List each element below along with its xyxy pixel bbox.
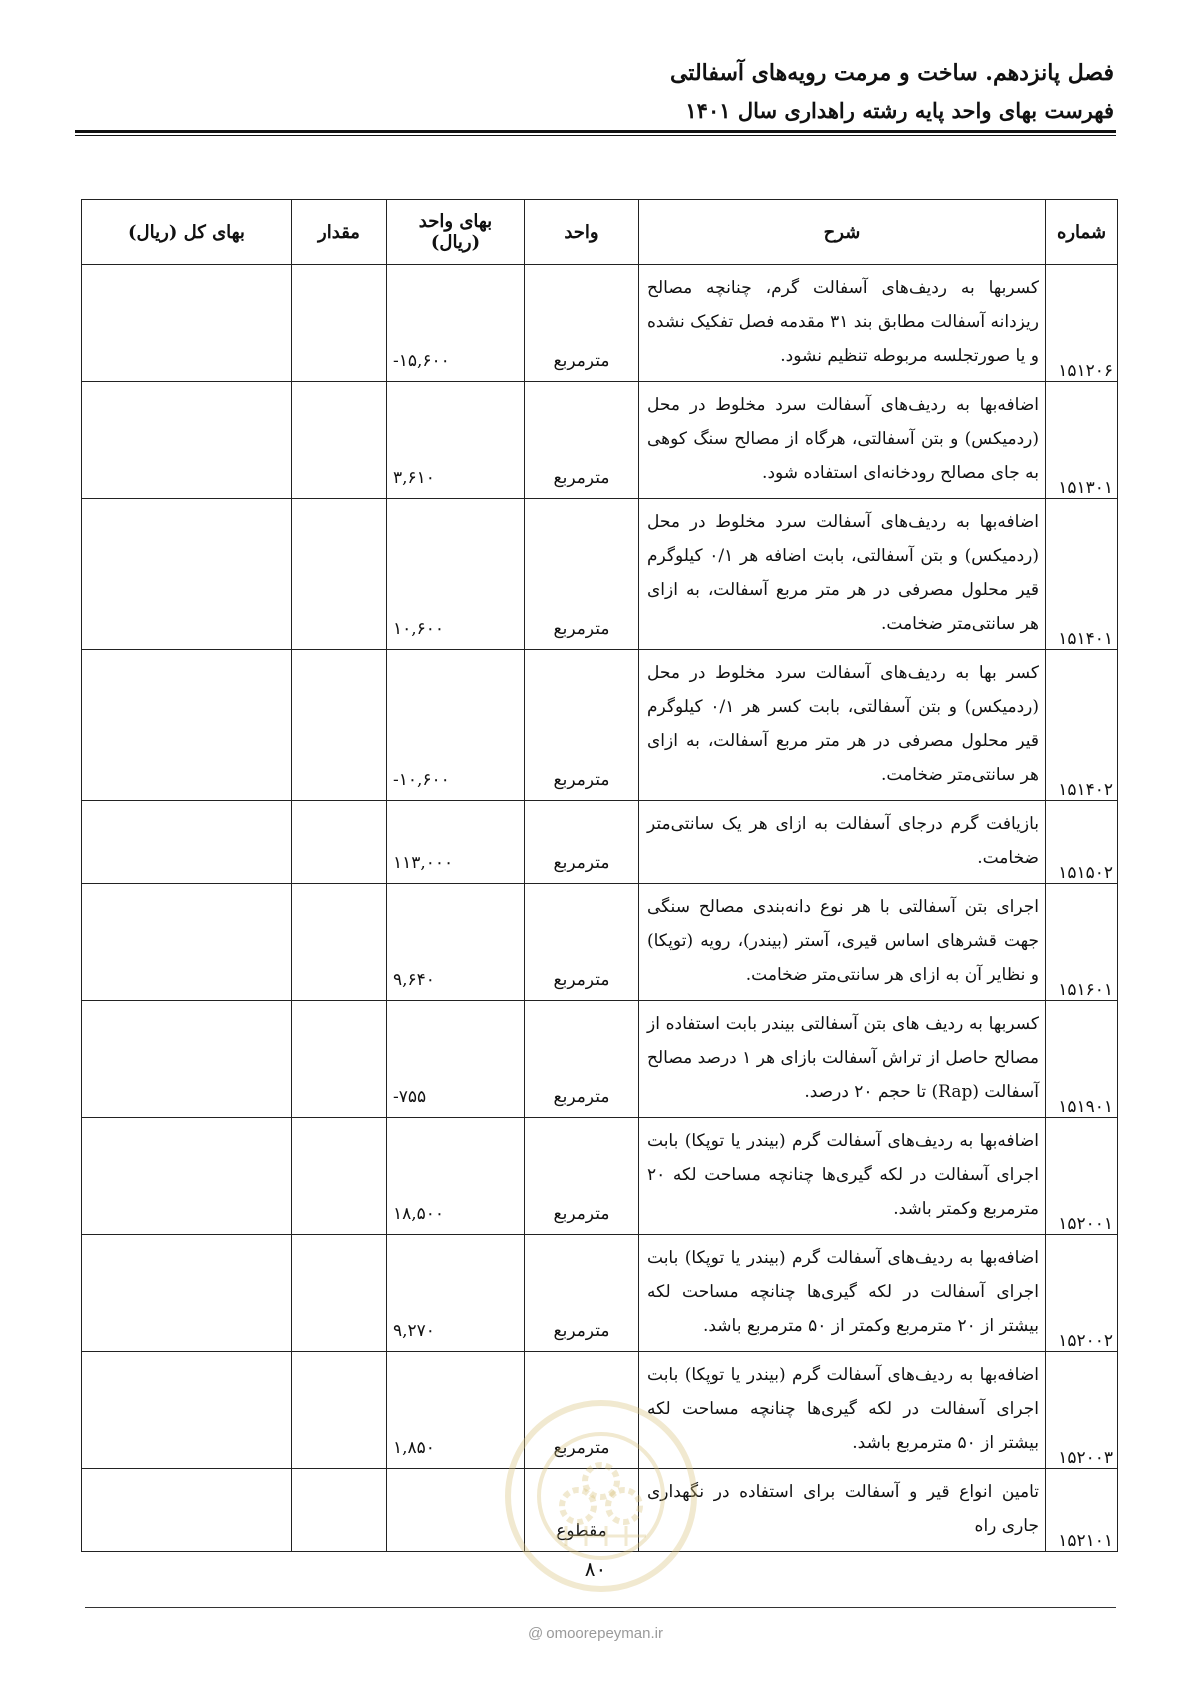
item-quantity: [292, 650, 387, 801]
column-header-quantity: مقدار: [292, 200, 387, 265]
item-unit-price: ۳,۶۱۰: [387, 382, 525, 499]
item-unit-price: [387, 1469, 525, 1552]
table-row: [82, 884, 1118, 1001]
item-description: کسر بها به ردیف‌های آسفالت سرد مخلوط در محل (ردمیکس) و بتن آسفالتی، بابت کسر هر ۰/۱ کیلوگرم قیر محلول مصرفی در هر متر مربع آسفالت، به ازای هر سانتی‌متر ضخامت.: [639, 650, 1046, 801]
item-code: ۱۵۲۰۰۳: [1046, 1352, 1118, 1469]
item-description: بازیافت گرم درجای آسفالت به ازای هر یک سانتی‌متر ضخامت.: [639, 801, 1046, 884]
item-unit: مترمربع: [525, 265, 639, 382]
item-code: ۱۵۱۵۰۲: [1046, 801, 1118, 884]
table-row: [82, 382, 1118, 499]
item-description: اضافه‌بها به ردیف‌های آسفالت گرم (بیندر یا توپکا) بابت اجرای آسفالت در لکه گیری‌ها چنانچه مساحت لکه ۲۰ مترمربع وکمتر باشد.: [639, 1118, 1046, 1235]
item-unit-price: ۹,۲۷۰: [387, 1235, 525, 1352]
table-row: [82, 1118, 1118, 1235]
item-unit-price: ۱۱۳,۰۰۰: [387, 801, 525, 884]
item-code: ۱۵۱۹۰۱: [1046, 1001, 1118, 1118]
item-unit-price: -۱۵,۶۰۰: [387, 265, 525, 382]
column-header-description: شرح: [639, 200, 1046, 265]
table-header-row: [82, 200, 1118, 265]
item-quantity: [292, 1001, 387, 1118]
item-total-price: [82, 1001, 292, 1118]
site-url: omoorepeyman.ir: [546, 1625, 663, 1642]
table-row: [82, 1235, 1118, 1352]
item-total-price: [82, 801, 292, 884]
footer-rule: [85, 1607, 1116, 1608]
item-total-price: [82, 884, 292, 1001]
item-unit-price: ۱,۸۵۰: [387, 1352, 525, 1469]
item-unit: مترمربع: [525, 884, 639, 1001]
column-header-code: شماره: [1046, 200, 1118, 265]
item-quantity: [292, 1118, 387, 1235]
item-unit-price: ۱۸,۵۰۰: [387, 1118, 525, 1235]
item-code: ۱۵۲۰۰۲: [1046, 1235, 1118, 1352]
item-quantity: [292, 1352, 387, 1469]
page-number: ۸۰: [584, 1557, 607, 1581]
column-header-total-price: بهای کل (ریال): [82, 200, 292, 265]
item-total-price: [82, 265, 292, 382]
item-unit: مترمربع: [525, 650, 639, 801]
item-unit-price: ۱۰,۶۰۰: [387, 499, 525, 650]
item-unit: مترمربع: [525, 1235, 639, 1352]
item-total-price: [82, 1235, 292, 1352]
column-header-unit: واحد: [525, 200, 639, 265]
item-total-price: [82, 1352, 292, 1469]
item-description: اضافه‌بها به ردیف‌های آسفالت گرم (بیندر یا توپکا) بابت اجرای آسفالت در لکه گیری‌ها چنانچه مساحت لکه بیشتر از ۲۰ مترمربع وکمتر از ۵۰ مترمربع باشد.: [639, 1235, 1046, 1352]
item-description: اضافه‌بها به ردیف‌های آسفالت گرم (بیندر یا توپکا) بابت اجرای آسفالت در لکه گیری‌ها چنانچه مساحت لکه بیشتر از ۵۰ مترمربع باشد.: [639, 1352, 1046, 1469]
item-description: کسربها به ردیف های بتن آسفالتی بیندر بابت استفاده از مصالح حاصل از تراش آسفالت بازای هر ۱ درصد مصالح آسفالت (Rap) تا حجم ۲۰ درصد.: [639, 1001, 1046, 1118]
item-unit-price: -۱۰,۶۰۰: [387, 650, 525, 801]
item-unit: مترمربع: [525, 1118, 639, 1235]
table-row: [82, 265, 1118, 382]
item-code: ۱۵۱۴۰۱: [1046, 499, 1118, 650]
item-description: تامین انواع قیر و آسفالت برای استفاده در نگهداری جاری راه: [639, 1469, 1046, 1552]
chapter-title: فصل پانزدهم. ساخت و مرمت رویه‌های آسفالتی: [669, 60, 1114, 86]
item-total-price: [82, 499, 292, 650]
item-unit: مترمربع: [525, 499, 639, 650]
item-total-price: [82, 382, 292, 499]
item-description: اضافه‌بها به ردیف‌های آسفالت سرد مخلوط در محل (ردمیکس) و بتن آسفالتی، هرگاه از مصالح سنگ کوهی به جای مصالح رودخانه‌ای استفاده شود.: [639, 382, 1046, 499]
item-quantity: [292, 265, 387, 382]
header-rule-thick: [75, 130, 1116, 133]
price-list-title: فهرست بهای واحد پایه رشته راهداری سال ۱۴۰۱: [685, 98, 1114, 123]
header-rule-thin: [75, 135, 1116, 136]
item-total-price: [82, 650, 292, 801]
seal-emblem-icon: [526, 1421, 676, 1571]
item-code: ۱۵۱۶۰۱: [1046, 884, 1118, 1001]
price-table: [81, 199, 1118, 1552]
item-quantity: [292, 884, 387, 1001]
site-watermark: [0, 1625, 1191, 1642]
item-code: ۱۵۱۳۰۱: [1046, 382, 1118, 499]
item-quantity: [292, 499, 387, 650]
item-code: ۱۵۱۲۰۶: [1046, 265, 1118, 382]
table-row: [82, 801, 1118, 884]
item-quantity: [292, 1469, 387, 1552]
item-code: ۱۵۲۰۰۱: [1046, 1118, 1118, 1235]
item-code: ۱۵۱۴۰۲: [1046, 650, 1118, 801]
table-row: [82, 1001, 1118, 1118]
table-row: [82, 650, 1118, 801]
item-description: اجرای بتن آسفالتی با هر نوع دانه‌بندی مصالح سنگی جهت قشرهای اساس قیری، آستر (بیندر)، رویه (توپکا) و نظایر آن به ازای هر سانتی‌متر ضخامت.: [639, 884, 1046, 1001]
item-quantity: [292, 382, 387, 499]
item-quantity: [292, 801, 387, 884]
at-sign-icon: @: [528, 1625, 544, 1642]
item-unit: مقطوع: [525, 1469, 639, 1552]
item-unit-price: -۷۵۵: [387, 1001, 525, 1118]
table-row: [82, 499, 1118, 650]
item-quantity: [292, 1235, 387, 1352]
item-description: کسربها به ردیف‌های آسفالت گرم، چنانچه مصالح ریزدانه آسفالت مطابق بند ۳۱ مقدمه فصل تفکیک نشده و یا صورتجلسه مربوطه تنظیم نشود.: [639, 265, 1046, 382]
item-code: ۱۵۲۱۰۱: [1046, 1469, 1118, 1552]
item-total-price: [82, 1118, 292, 1235]
item-description: اضافه‌بها به ردیف‌های آسفالت سرد مخلوط در محل (ردمیکس) و بتن آسفالتی، بابت اضافه هر ۰/۱ کیلوگرم قیر محلول مصرفی در هر متر مربع آسفالت، به ازای هر سانتی‌متر ضخامت.: [639, 499, 1046, 650]
item-unit: مترمربع: [525, 1001, 639, 1118]
item-unit: مترمربع: [525, 1352, 639, 1469]
column-header-unit-price: بهای واحد (ریال): [387, 200, 525, 265]
page-header: [74, 56, 1114, 128]
item-unit: مترمربع: [525, 801, 639, 884]
item-total-price: [82, 1469, 292, 1552]
item-unit: مترمربع: [525, 382, 639, 499]
item-unit-price: ۹,۶۴۰: [387, 884, 525, 1001]
